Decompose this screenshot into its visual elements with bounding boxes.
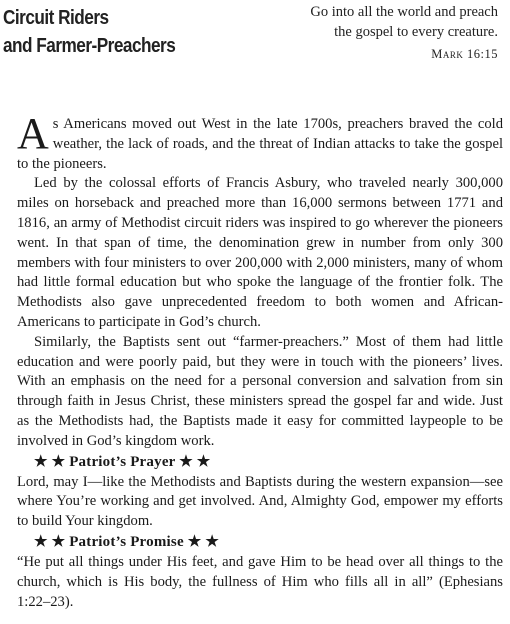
prayer-heading: ★ ★ Patriot’s Prayer ★ ★: [34, 453, 211, 470]
title-line-2: and Farmer-Preachers: [3, 35, 176, 57]
paragraph-2: Led by the colossal efforts of Francis Asbury, who traveled nearly 300,000 miles on horseback and preached more than 16,000 sermons between 1771 and 1816, an army of Methodist circuit riders was inspired to go wherever the pioneers went. In that span of time, the denomination grew in number from only 300 members with four ministers to over 200,000 with 2,000 ministers, many of whom had little formal education but who spoke the language of the frontier folk. The Methodists also gave unprecedented freedom to both women and African-Americans to participate in God’s church.: [17, 175, 503, 330]
promise-heading: ★ ★ Patriot’s Promise ★ ★: [34, 533, 219, 550]
epigraph: [238, 2, 498, 64]
epigraph-reference: Mark 16:15: [431, 47, 498, 61]
drop-cap: A: [17, 109, 49, 158]
epigraph-line-2: the gospel to every creature.: [334, 24, 498, 40]
paragraph-1: [17, 109, 503, 174]
paragraph-3: Similarly, the Baptists sent out “farmer-preachers.” Most of them had little education and were poorly paid, but they were in touch with the pioneers’ lives. With an emphasis on the need for a personal conversion and salvation from sin through faith in Jesus Christ, these ministers spread the gospel far and wide. Just as the Methodists had, the Baptists made it easy for committed laypeople to be involved in God’s kingdom work.: [17, 333, 503, 449]
paragraph-1-text: s Americans moved out West in the late 1700s, preachers braved the cold weather, the lack of roads, and the threat of Indian attacks to take the gospel to the pioneers.: [17, 116, 503, 172]
promise-text: “He put all things under His feet, and gave Him to be head over all things to the church, which is His body, the fullness of Him who fills all in all” (Ephesians 1:22–23).: [17, 553, 503, 610]
article-body: [17, 109, 503, 612]
prayer-text: Lord, may I—like the Methodists and Baptists during the western expansion—see where You’re working and get involved. And, Almighty God, empower my efforts to build Your kingdom.: [17, 473, 503, 530]
page-title: [3, 4, 175, 60]
epigraph-line-1: Go into all the world and preach: [310, 4, 498, 20]
title-line-1: Circuit Riders: [3, 7, 109, 29]
